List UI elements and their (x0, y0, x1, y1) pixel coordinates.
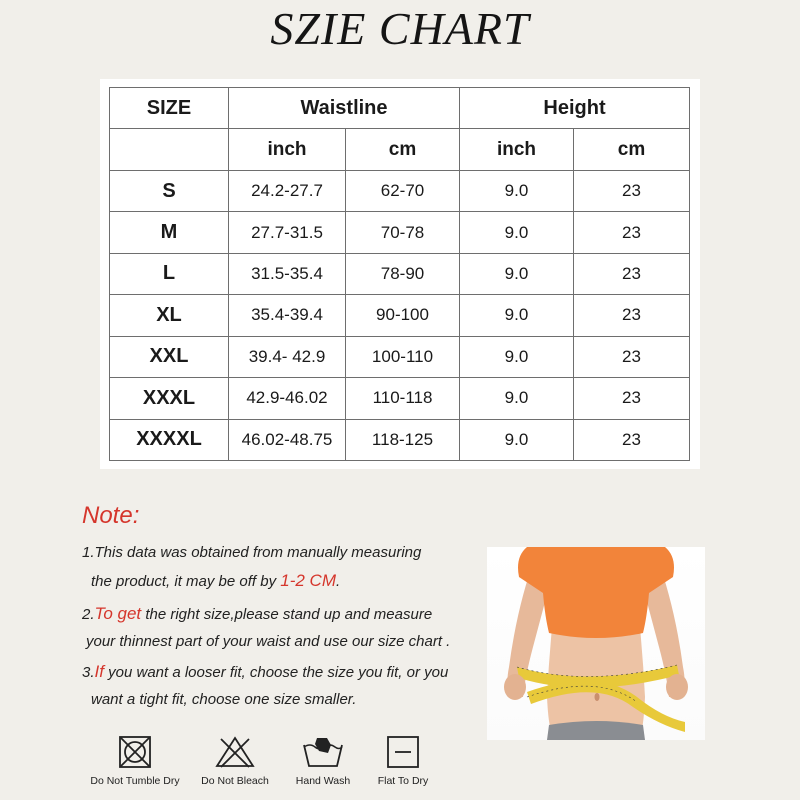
header-blank (110, 129, 229, 170)
care-item-no-tumble-dry (80, 735, 190, 787)
header-size: SIZE (110, 88, 229, 129)
waist-cm-cell: 110-118 (346, 378, 460, 419)
note-text: 2. (82, 606, 95, 623)
waist-inch-cell: 24.2-27.7 (229, 170, 346, 211)
note-line-2 (91, 571, 340, 591)
waist-cm-cell: 90-100 (346, 295, 460, 336)
no-bleach-icon (215, 735, 255, 769)
waist-cm-cell: 70-78 (346, 212, 460, 253)
size-cell: L (110, 253, 229, 294)
waist-inch-cell: 42.9-46.02 (229, 378, 346, 419)
height-inch-cell: 9.0 (460, 336, 574, 377)
size-cell: XXL (110, 336, 229, 377)
flat-dry-icon (386, 735, 420, 769)
height-inch-cell: 9.0 (460, 253, 574, 294)
note-title: Note: (82, 502, 140, 529)
height-inch-cell: 9.0 (460, 419, 574, 461)
table-row (110, 212, 690, 253)
no-tumble-dry-icon (118, 735, 152, 769)
note-text: the product, it may be off by (91, 573, 281, 590)
hand-wash-icon (301, 735, 345, 769)
waist-inch-cell: 39.4- 42.9 (229, 336, 346, 377)
size-chart-panel (100, 79, 700, 469)
table-row (110, 419, 690, 461)
height-inch-cell: 9.0 (460, 170, 574, 211)
unit-waist-cm: cm (346, 129, 460, 170)
page-title: SZIE CHART (270, 3, 530, 54)
note-highlight: 1-2 CM (280, 571, 336, 590)
waist-inch-cell: 31.5-35.4 (229, 253, 346, 294)
care-label: Do Not Tumble Dry (90, 775, 180, 787)
table-row (110, 170, 690, 211)
note-text: the right size,please stand up and measure (141, 606, 433, 623)
model-photo (487, 547, 705, 740)
height-cm-cell: 23 (574, 170, 690, 211)
table-row (110, 336, 690, 377)
note-text: you want a looser fit, choose the size you fit, or you (103, 664, 449, 681)
waist-cm-cell: 118-125 (346, 419, 460, 461)
table-row (110, 378, 690, 419)
unit-height-inch: inch (460, 129, 574, 170)
waist-inch-cell: 35.4-39.4 (229, 295, 346, 336)
care-item-flat-dry (348, 735, 458, 787)
note-text: 3. (82, 664, 95, 681)
note-highlight: If (94, 662, 104, 681)
unit-waist-inch: inch (229, 129, 346, 170)
note-line-1: 1.This data was obtained from manually measuring (82, 544, 422, 561)
size-chart-table (109, 87, 690, 461)
size-cell: XL (110, 295, 229, 336)
height-cm-cell: 23 (574, 212, 690, 253)
note-line-3 (82, 604, 432, 624)
size-cell: M (110, 212, 229, 253)
waist-cm-cell: 78-90 (346, 253, 460, 294)
header-waistline: Waistline (229, 88, 460, 129)
unit-height-cm: cm (574, 129, 690, 170)
size-cell: XXXXL (110, 419, 229, 461)
table-row (110, 253, 690, 294)
size-cell: XXXL (110, 378, 229, 419)
height-inch-cell: 9.0 (460, 212, 574, 253)
height-inch-cell: 9.0 (460, 295, 574, 336)
height-cm-cell: 23 (574, 253, 690, 294)
header-height: Height (460, 88, 690, 129)
note-text: . (336, 573, 341, 590)
model-illustration (487, 547, 705, 740)
care-label: Do Not Bleach (201, 775, 269, 787)
height-inch-cell: 9.0 (460, 378, 574, 419)
note-line-6: want a tight fit, choose one size smaller. (91, 691, 357, 708)
waist-inch-cell: 46.02-48.75 (229, 419, 346, 461)
care-label: Hand Wash (295, 775, 351, 787)
note-line-4: your thinnest part of your waist and use our size chart . (86, 633, 451, 650)
height-cm-cell: 23 (574, 378, 690, 419)
size-cell: S (110, 170, 229, 211)
note-highlight: To get (94, 604, 142, 623)
waist-cm-cell: 62-70 (346, 170, 460, 211)
care-label: Flat To Dry (377, 775, 429, 787)
note-line-5 (82, 662, 448, 682)
table-row (110, 295, 690, 336)
waist-cm-cell: 100-110 (346, 336, 460, 377)
height-cm-cell: 23 (574, 295, 690, 336)
waist-inch-cell: 27.7-31.5 (229, 212, 346, 253)
height-cm-cell: 23 (574, 336, 690, 377)
height-cm-cell: 23 (574, 419, 690, 461)
